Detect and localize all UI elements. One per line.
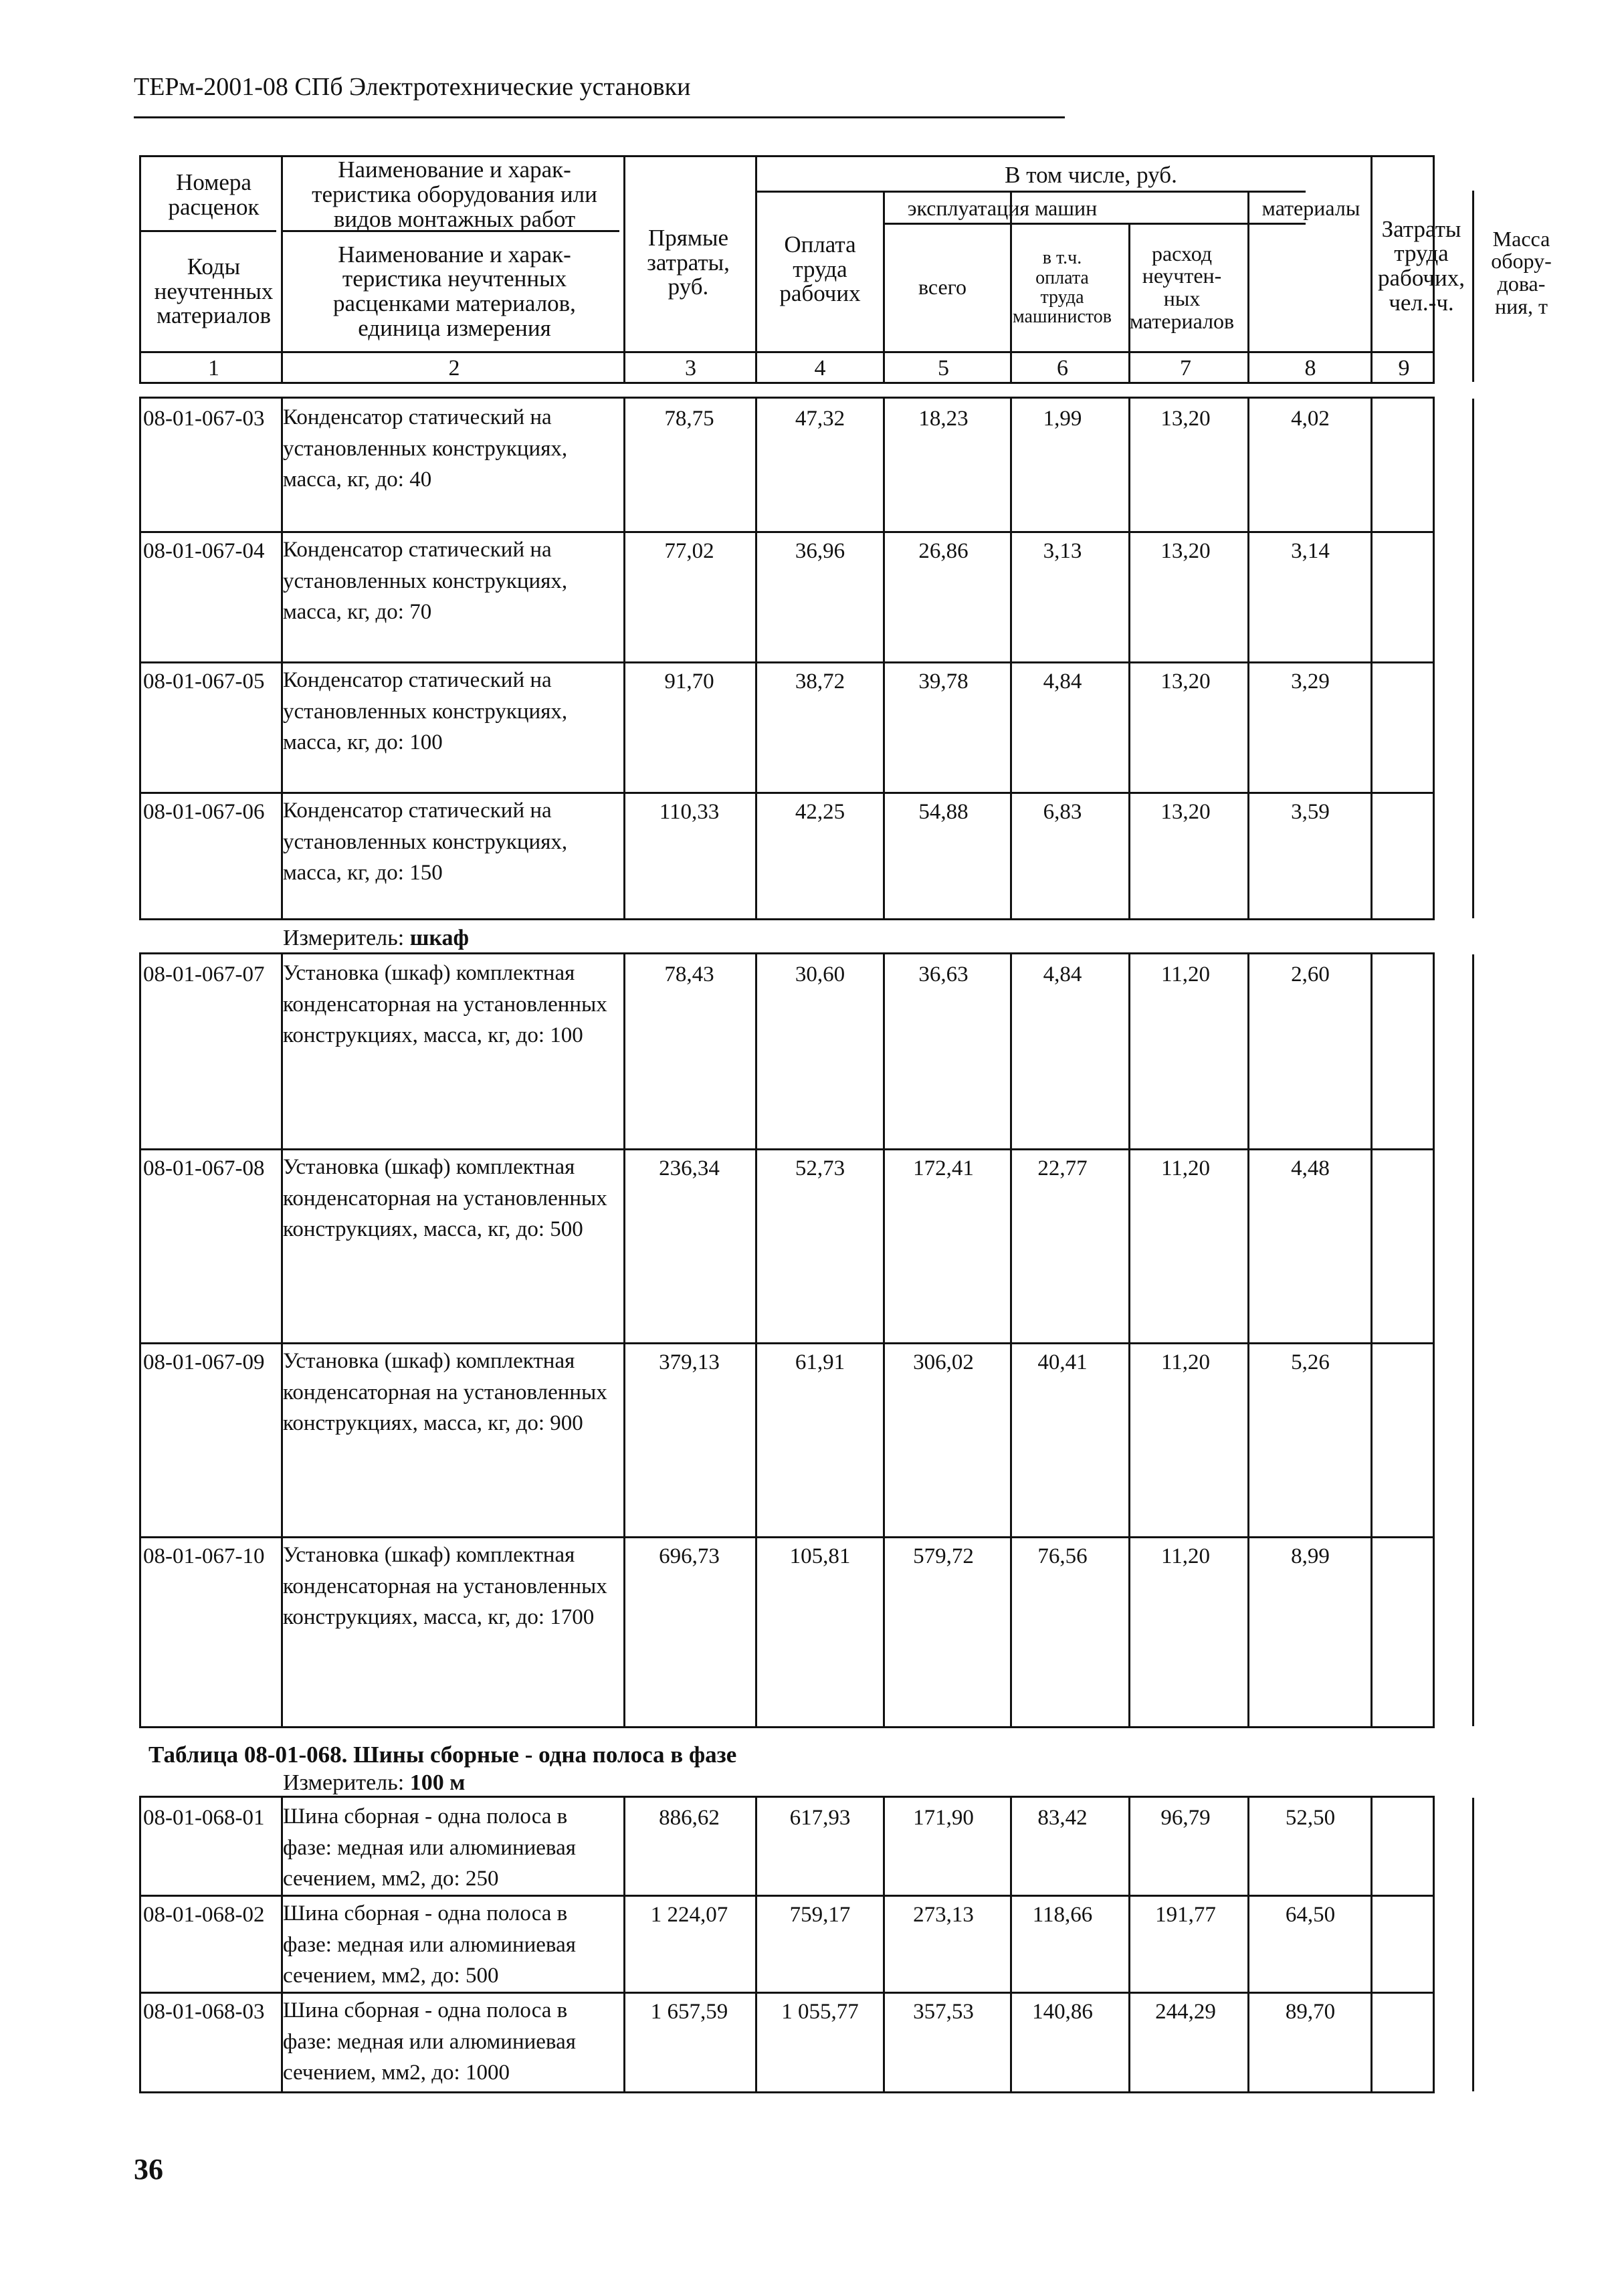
rate-code: 08-01-067-10 — [143, 1544, 265, 1568]
value-col-4: 36,96 — [795, 539, 845, 563]
rate-code: 08-01-067-07 — [143, 962, 265, 986]
value-col-4: 617,93 — [789, 1806, 851, 1830]
value-col-8: 8,99 — [1291, 1544, 1330, 1568]
value-col-5: 39,78 — [918, 669, 969, 694]
value-col-6: 83,42 — [1037, 1806, 1088, 1830]
running-header: ТЕРм-2001-08 СПб Электротехнические установки — [134, 73, 691, 101]
measure-label: Измеритель: 100 м — [283, 1770, 466, 1795]
header-cell-n: Наименование и харак- теристика неучтенных расценками материалов, единица измерения — [333, 241, 576, 341]
rate-name: Конденсатор статический на установленных конструкциях, масса, кг, до: 40 — [283, 405, 568, 492]
table-body-1 — [139, 397, 1435, 920]
rate-code: 08-01-067-08 — [143, 1156, 265, 1180]
value-col-6: 4,84 — [1043, 962, 1082, 986]
value-col-4: 105,81 — [789, 1544, 851, 1568]
value-col-5: 273,13 — [913, 1903, 974, 1927]
column-number: 6 — [1057, 356, 1068, 381]
value-col-6: 1,99 — [1043, 407, 1082, 431]
value-col-7: 11,20 — [1160, 1156, 1211, 1180]
column-number: 7 — [1180, 356, 1191, 381]
rate-name: Шина сборная - одна полоса в фазе: медная или алюминиевая сечением, мм2, до: 500 — [283, 1901, 576, 1988]
header-cell-f: эксплуатация машин — [907, 196, 1098, 221]
header-cell-c: Прямые затраты, руб. — [647, 224, 730, 300]
header-cell-b: Наименование и харак- теристика оборудования или видов монтажных работ — [312, 157, 597, 232]
value-col-3: 77,02 — [664, 539, 714, 563]
value-col-4: 61,91 — [795, 1350, 845, 1374]
value-col-3: 1 224,07 — [650, 1903, 728, 1927]
value-col-3: 91,70 — [664, 669, 714, 694]
rate-name: Установка (шкаф) комплектная конденсаторная на установленных конструкциях, масса, кг, до: 1700 — [283, 1543, 607, 1629]
column-number: 1 — [208, 356, 219, 381]
value-col-6: 6,83 — [1043, 800, 1082, 824]
value-col-8: 2,60 — [1291, 962, 1330, 986]
value-col-3: 696,73 — [659, 1544, 720, 1568]
header-cell-a: Номера расценок — [168, 169, 260, 220]
rate-name: Установка (шкаф) комплектная конденсаторная на установленных конструкциях, масса, кг, до: 100 — [283, 961, 607, 1047]
column-number: 9 — [1398, 356, 1410, 381]
rate-name: Конденсатор статический на установленных конструкциях, масса, кг, до: 100 — [283, 668, 568, 754]
value-col-8: 52,50 — [1285, 1806, 1336, 1830]
column-number: 2 — [448, 356, 460, 381]
value-col-7: 244,29 — [1155, 2000, 1216, 2024]
value-col-6: 40,41 — [1037, 1350, 1088, 1374]
value-col-5: 357,53 — [913, 2000, 974, 2024]
rate-code: 08-01-068-03 — [143, 2000, 265, 2024]
table-body-3 — [139, 1796, 1435, 2093]
value-col-4: 759,17 — [789, 1903, 851, 1927]
value-col-4: 1 055,77 — [781, 2000, 859, 2024]
rate-name: Конденсатор статический на установленных конструкциях, масса, кг, до: 150 — [283, 799, 568, 885]
value-col-8: 4,48 — [1291, 1156, 1330, 1180]
value-col-5: 172,41 — [913, 1156, 974, 1180]
value-col-6: 118,66 — [1032, 1903, 1093, 1927]
header-cell-m: Коды неучтенных материалов — [154, 253, 274, 329]
value-col-4: 47,32 — [795, 407, 845, 431]
value-col-4: 52,73 — [795, 1156, 845, 1180]
value-col-6: 76,56 — [1037, 1544, 1088, 1568]
header-cell-g: материалы — [1261, 196, 1360, 221]
rate-code: 08-01-068-01 — [143, 1806, 265, 1830]
rate-code: 08-01-067-06 — [143, 800, 265, 824]
header-cell-j: расход неучтен- ных материалов — [1129, 241, 1235, 333]
value-col-3: 78,43 — [664, 962, 714, 986]
rate-code: 08-01-067-03 — [143, 407, 265, 431]
header-cell-l: Масса обору- дова- ния, т — [1491, 226, 1552, 318]
value-col-7: 11,20 — [1160, 962, 1211, 986]
rate-name: Шина сборная - одна полоса в фазе: медная или алюминиевая сечением, мм2, до: 250 — [283, 1804, 576, 1891]
value-col-7: 13,20 — [1160, 539, 1211, 563]
rate-code: 08-01-068-02 — [143, 1903, 265, 1927]
value-col-5: 579,72 — [913, 1544, 974, 1568]
value-col-5: 306,02 — [913, 1350, 974, 1374]
header-cell-i: в т.ч. оплата труда машинистов — [1013, 247, 1112, 328]
header-cell-d: В том числе, руб. — [1005, 161, 1177, 188]
table-title: Таблица 08-01-068. Шины сборные - одна полоса в фазе — [148, 1742, 737, 1768]
column-number: 5 — [938, 356, 949, 381]
value-col-6: 140,86 — [1032, 2000, 1093, 2024]
value-col-5: 171,90 — [913, 1806, 974, 1830]
value-col-3: 78,75 — [664, 407, 714, 431]
value-col-8: 5,26 — [1291, 1350, 1330, 1374]
value-col-3: 886,62 — [659, 1806, 720, 1830]
header-cell-h: всего — [918, 275, 967, 300]
value-col-6: 22,77 — [1037, 1156, 1088, 1180]
value-col-5: 26,86 — [918, 539, 969, 563]
value-col-3: 1 657,59 — [650, 2000, 728, 2024]
value-col-4: 30,60 — [795, 962, 845, 986]
value-col-7: 96,79 — [1160, 1806, 1211, 1830]
rate-name: Конденсатор статический на установленных конструкциях, масса, кг, до: 70 — [283, 538, 568, 624]
rate-name: Установка (шкаф) комплектная конденсаторная на установленных конструкциях, масса, кг, до: 500 — [283, 1155, 607, 1241]
value-col-3: 110,33 — [659, 800, 720, 824]
header-cell-k: Затраты труда рабочих, чел.-ч. — [1377, 215, 1465, 316]
value-col-7: 13,20 — [1160, 407, 1211, 431]
value-col-4: 38,72 — [795, 669, 845, 694]
value-col-8: 4,02 — [1291, 407, 1330, 431]
value-col-8: 89,70 — [1285, 2000, 1336, 2024]
table-header — [139, 155, 1552, 384]
rate-name: Шина сборная - одна полоса в фазе: медная или алюминиевая сечением, мм2, до: 1000 — [283, 1998, 576, 2085]
value-col-5: 18,23 — [918, 407, 969, 431]
measure-label: Измеритель: шкаф — [283, 926, 469, 950]
page-number: 36 — [134, 2153, 163, 2186]
value-col-7: 191,77 — [1155, 1903, 1216, 1927]
value-col-8: 64,50 — [1285, 1903, 1336, 1927]
rate-name: Установка (шкаф) комплектная конденсаторная на установленных конструкциях, масса, кг, до: 900 — [283, 1349, 607, 1435]
column-number: 3 — [685, 356, 696, 381]
value-col-8: 3,59 — [1291, 800, 1330, 824]
column-number: 4 — [814, 356, 826, 381]
header-cell-e: Оплата труда рабочих — [779, 231, 861, 307]
header-rule — [134, 116, 1065, 118]
value-col-8: 3,14 — [1291, 539, 1330, 563]
value-col-8: 3,29 — [1291, 669, 1330, 694]
column-number: 8 — [1304, 356, 1316, 381]
value-col-5: 36,63 — [918, 962, 969, 986]
rate-code: 08-01-067-05 — [143, 669, 265, 694]
value-col-3: 379,13 — [659, 1350, 720, 1374]
rate-code: 08-01-067-04 — [143, 539, 265, 563]
table-body-2 — [139, 952, 1435, 1728]
value-col-7: 11,20 — [1160, 1350, 1211, 1374]
value-col-6: 4,84 — [1043, 669, 1082, 694]
value-col-7: 13,20 — [1160, 800, 1211, 824]
value-col-4: 42,25 — [795, 800, 845, 824]
value-col-7: 11,20 — [1160, 1544, 1211, 1568]
rate-code: 08-01-067-09 — [143, 1350, 265, 1374]
value-col-7: 13,20 — [1160, 669, 1211, 694]
value-col-6: 3,13 — [1043, 539, 1082, 563]
value-col-3: 236,34 — [659, 1156, 720, 1180]
value-col-5: 54,88 — [918, 800, 969, 824]
